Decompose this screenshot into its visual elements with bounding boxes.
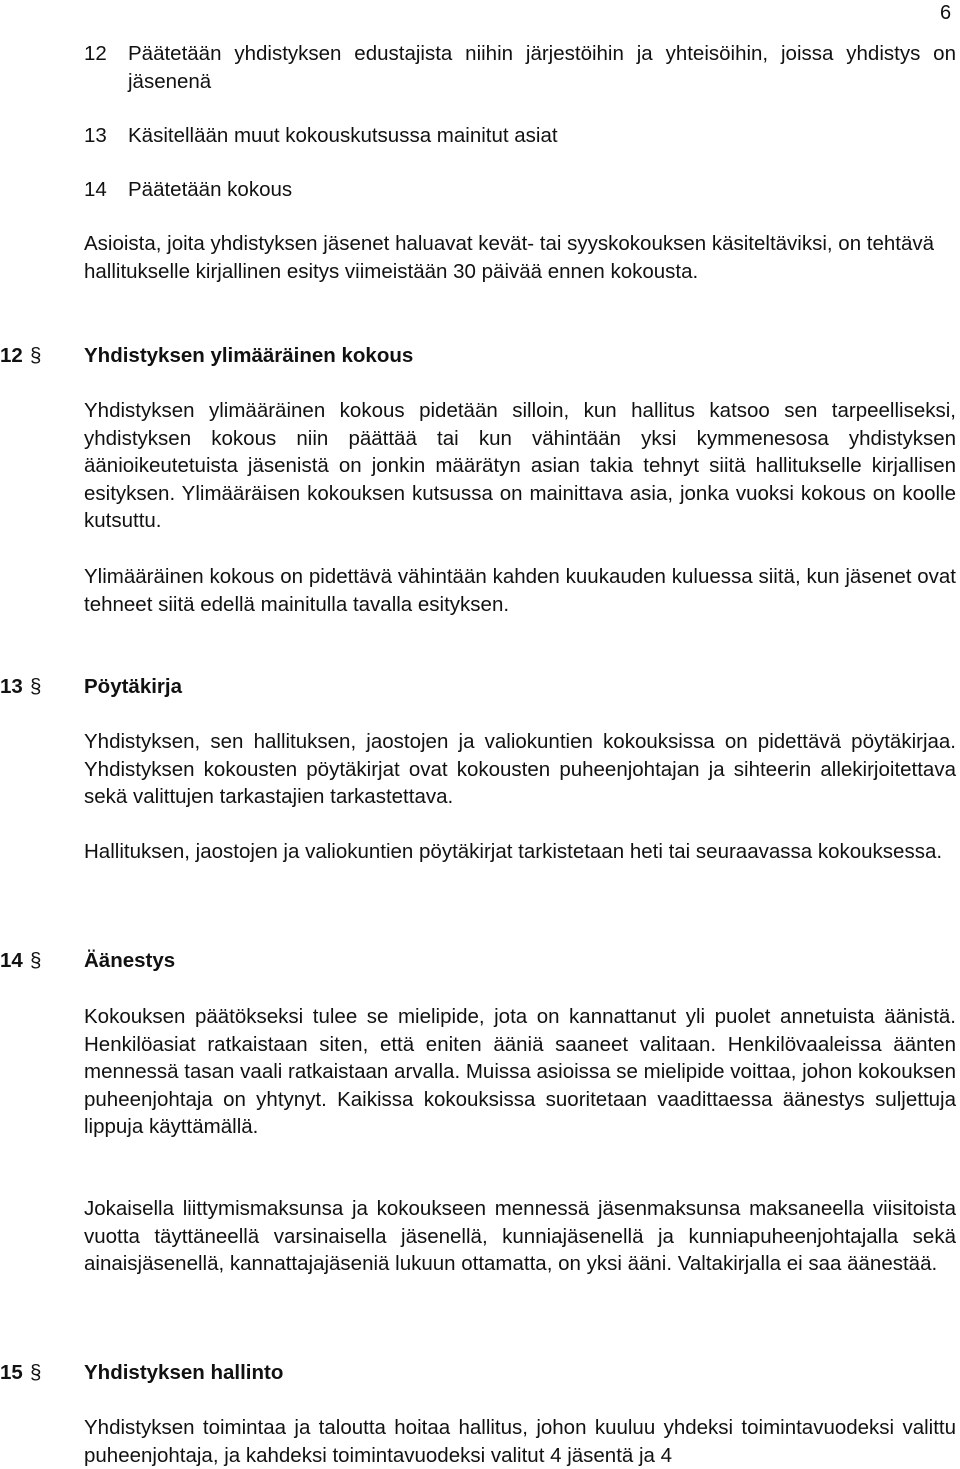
list-item-number: 12 <box>84 42 107 65</box>
section-heading-15 <box>0 1358 900 1388</box>
section-number: 12 <box>0 344 23 367</box>
section-symbol: § <box>30 344 42 367</box>
page-number: 6 <box>940 2 952 24</box>
section-12-paragraph-2: Ylimääräinen kokous on pidettävä vähintään kahden kuukauden kuluessa siitä, kun jäsenet ovat tehneet siitä edellä mainitulla tavalla esityksen. <box>84 565 956 616</box>
section-number: 13 <box>0 675 23 698</box>
list-item-number: 13 <box>84 124 107 147</box>
section-symbol: § <box>30 1361 42 1384</box>
section-number: 15 <box>0 1361 23 1384</box>
section-title: Yhdistyksen ylimääräinen kokous <box>84 344 414 367</box>
section-title: Yhdistyksen hallinto <box>84 1361 284 1384</box>
list-item-text: Päätetään kokous <box>128 178 293 201</box>
section-heading-13 <box>0 672 900 702</box>
section-symbol: § <box>30 949 42 972</box>
section-heading-14 <box>0 946 900 976</box>
section-heading-12 <box>0 341 900 371</box>
section-13-paragraph-1: Yhdistyksen, sen hallituksen, jaostojen ja valiokuntien kokouksissa on pidettävä pöytäkirjaa. Yhdistyksen kokousten pöytäkirjat ovat kokousten puheenjohtajan ja sihteerin allekirjoitettava sekä valittujen tarkastajien tarkastettava. <box>84 730 956 808</box>
list-item <box>84 122 956 150</box>
list-item <box>84 176 956 204</box>
list-item-number: 14 <box>84 178 107 201</box>
section-12-paragraph-1: Yhdistyksen ylimääräinen kokous pidetään silloin, kun hallitus katsoo sen tarpeelliseksi, yhdistyksen kokous niin päättää tai kun vähintään yksi kymmenesosa yhdistyksen äänioikeutetuista jäsenistä on jonkin määrätyn asian takia tehnyt siitä hallitukselle kirjallisen esityksen. Ylimääräisen kokouksen kutsussa on mainittava asia, jonka vuoksi kokous on koolle kutsuttu. <box>84 399 956 532</box>
section-14-paragraph-2: Jokaisella liittymismaksunsa ja kokoukseen mennessä jäsenmaksunsa maksaneella viisitoista vuotta täyttäneellä varsinaisella jäsenellä, kunniajäsenellä ja kunniapuheenjohtajalla sekä ainaisjäsenellä, kannattajajäseniä lukuun ottamatta, on yksi ääni. Valtakirjalla ei saa äänestää. <box>84 1197 956 1275</box>
intro-note: Asioista, joita yhdistyksen jäsenet haluavat kevät- tai syyskokouksen käsiteltäviksi, on tehtävä hallitukselle kirjallinen esitys viimeistään 30 päivää ennen kokousta. <box>84 232 935 283</box>
section-title: Pöytäkirja <box>84 675 182 698</box>
section-title: Äänestys <box>84 949 176 972</box>
section-symbol: § <box>30 675 42 698</box>
section-15-paragraph-1: Yhdistyksen toimintaa ja taloutta hoitaa hallitus, johon kuuluu yhdeksi toimintavuodeksi valittu puheenjohtaja, ja kahdeksi toimintavuodeksi valitut 4 jäsentä ja 4 <box>84 1416 956 1467</box>
section-14-paragraph-1: Kokouksen päätökseksi tulee se mielipide, jota on kannattanut yli puolet annetuista äänistä. Henkilöasiat ratkaistaan siten, että eniten ääniä saaneet valitaan. Henkilövaaleissa äänten mennessä tasan vaali ratkaistaan arvalla. Muissa asioissa se mielipide voittaa, johon kokouksen puheenjohtaja on yhtynyt. Kaikissa kokouksissa suoritetaan vaadittaessa äänestys suljettuja lippuja käyttämällä. <box>84 1005 956 1138</box>
list-item <box>84 40 956 96</box>
section-13-paragraph-2: Hallituksen, jaostojen ja valiokuntien pöytäkirjat tarkistetaan heti tai seuraavassa kokouksessa. <box>84 840 943 863</box>
section-number: 14 <box>0 949 23 972</box>
list-item-text: Käsitellään muut kokouskutsussa mainitut asiat <box>128 124 558 147</box>
list-item-text: Päätetään yhdistyksen edustajista niihin järjestöihin ja yhteisöihin, joissa yhdistys on jäsenenä <box>128 42 956 93</box>
